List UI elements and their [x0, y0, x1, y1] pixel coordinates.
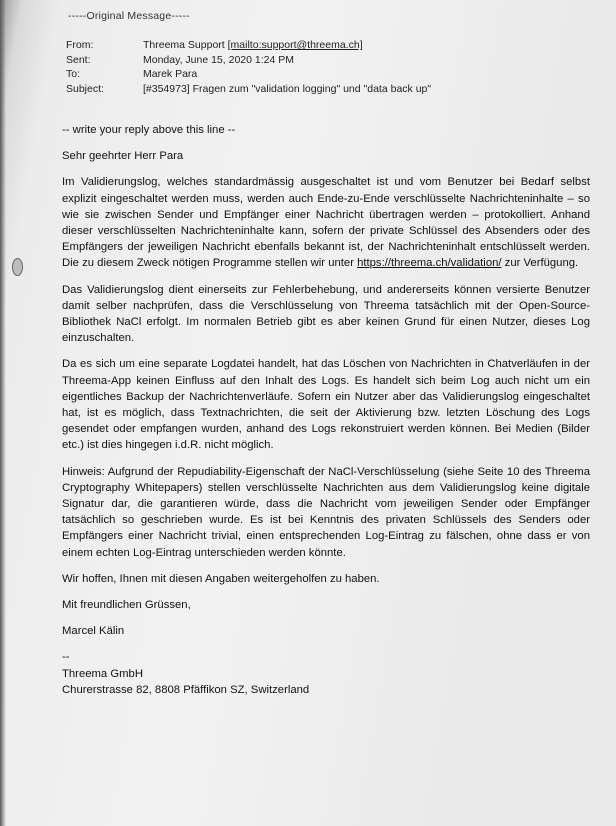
email-headers	[66, 38, 431, 96]
paragraph-closing-hope: Wir hoffen, Ihnen mit diesen Angaben weitergeholfen zu haben.	[62, 572, 380, 585]
signer-name: Marcel Kälin	[62, 625, 125, 638]
punch-hole	[12, 258, 23, 276]
signature-block	[62, 649, 590, 698]
header-value	[143, 38, 363, 53]
signature-separator: --	[62, 651, 70, 664]
greeting: Sehr geehrter Herr Para	[62, 150, 184, 163]
page-edge-shadow	[0, 0, 6, 826]
header-row-from	[66, 38, 431, 53]
mailto-link[interactable]: [mailto:support@threema.ch]	[227, 39, 363, 51]
validation-link[interactable]: https://threema.ch/validation/	[357, 257, 502, 270]
header-key: From:	[66, 39, 94, 51]
paragraph-hinweis: Hinweis: Aufgrund der Repudiability-Eigenschaft der NaCl-Verschlüsselung (siehe Seite 10 des Threema Cryptography Whitepapers) stellen verschlüsselte Nachrichten aus dem Validierungslog keine digitale Signatur dar, die garantieren würde, dass die Nachricht vom jeweiligen Sender oder Empfänger tatsächlich so geschrieben wurde. Es ist bei Kenntnis des privaten Schlüssels des Senders oder Empfängers einer Nachricht trivial, einen entsprechenden Log-Eintrag zu fälschen, ohne dass er von einem echten Log-Eintrag unterschieden werden könnte.	[62, 465, 590, 559]
paragraph-text-after: zur Verfügung.	[501, 257, 579, 270]
company-name: Threema GmbH	[62, 667, 143, 680]
header-value: Marek Para	[143, 68, 198, 80]
paragraph-separate-logfile: Da es sich um eine separate Logdatei handelt, hat das Löschen von Nachrichten in Chatverläufen in der Threema-App keinen Einfluss auf den Inhalt des Logs. Es handelt sich beim Log auch nicht um ein eigentliches Backup der Nachrichtenverläufe. Sofern ein Nutzer aber das Validierungslog eingeschaltet hat, ist es möglich, dass Textnachrichten, die seit der Aktivierung bzw. letzten Löschung des Logs gesendet oder empfangen wurden, anhand des Logs rekonstruiert werden können. Bei Medien (Bilder etc.) ist dies hingegen i.d.R. nicht möglich.	[62, 358, 590, 452]
header-value: [#354973] Fragen zum "validation logging" und "data back up"	[143, 82, 432, 95]
header-key: Subject:	[66, 82, 104, 95]
reply-instruction: -- write your reply above this line --	[62, 124, 236, 136]
header-value: Monday, June 15, 2020 1:24 PM	[143, 53, 294, 66]
original-message-label: -----Original Message-----	[68, 10, 190, 22]
paragraph-purpose: Das Validierungslog dient einerseits zur Fehlerbehebung, und andererseits können versierte Benutzer damit selber nachprüfen, dass die Verschlüsselung von Threema tatsächlich mit der Open-Source-Bibliothek NaCl erfolgt. Im normalen Betrieb gibt es aber keinen Grund für einen Nutzer, dieses Log einzuschalten.	[62, 283, 590, 345]
header-row-sent	[66, 53, 431, 68]
paragraph-text: Im Validierungslog, welches standardmässig ausgeschaltet ist und vom Benutzer bei Bedarf selbst explizit eingeschaltet werden muss, werden auch Ende-zu-Ende verschlüsselte Nachrichteninhalte – so wie sie zwischen Sender und Empfänger einer Nachricht übertragen werden – protokolliert. Anhand dieser verschlüsselten Nachrichteninhalte kann, sofern der private Schlüssel des Absenders oder des Empfängers der jeweiligen Nachricht ebenfalls bekannt ist, der Nachrichteninhalt entschlüsselt werden. Die zu diesem Zweck nötigen Programme stellen wir unter	[62, 176, 590, 270]
company-address: Churerstrasse 82, 8808 Pfäffikon SZ, Switzerland	[62, 683, 310, 696]
letter-body	[62, 122, 590, 698]
closing-greeting: Mit freundlichen Grüssen,	[62, 599, 191, 612]
paragraph-validation-log	[62, 174, 590, 271]
header-value-text: Threema Support	[143, 39, 228, 51]
header-row-to	[66, 67, 431, 82]
header-key: To:	[66, 68, 81, 80]
header-key: Sent:	[66, 53, 91, 66]
header-row-subject	[66, 82, 431, 97]
